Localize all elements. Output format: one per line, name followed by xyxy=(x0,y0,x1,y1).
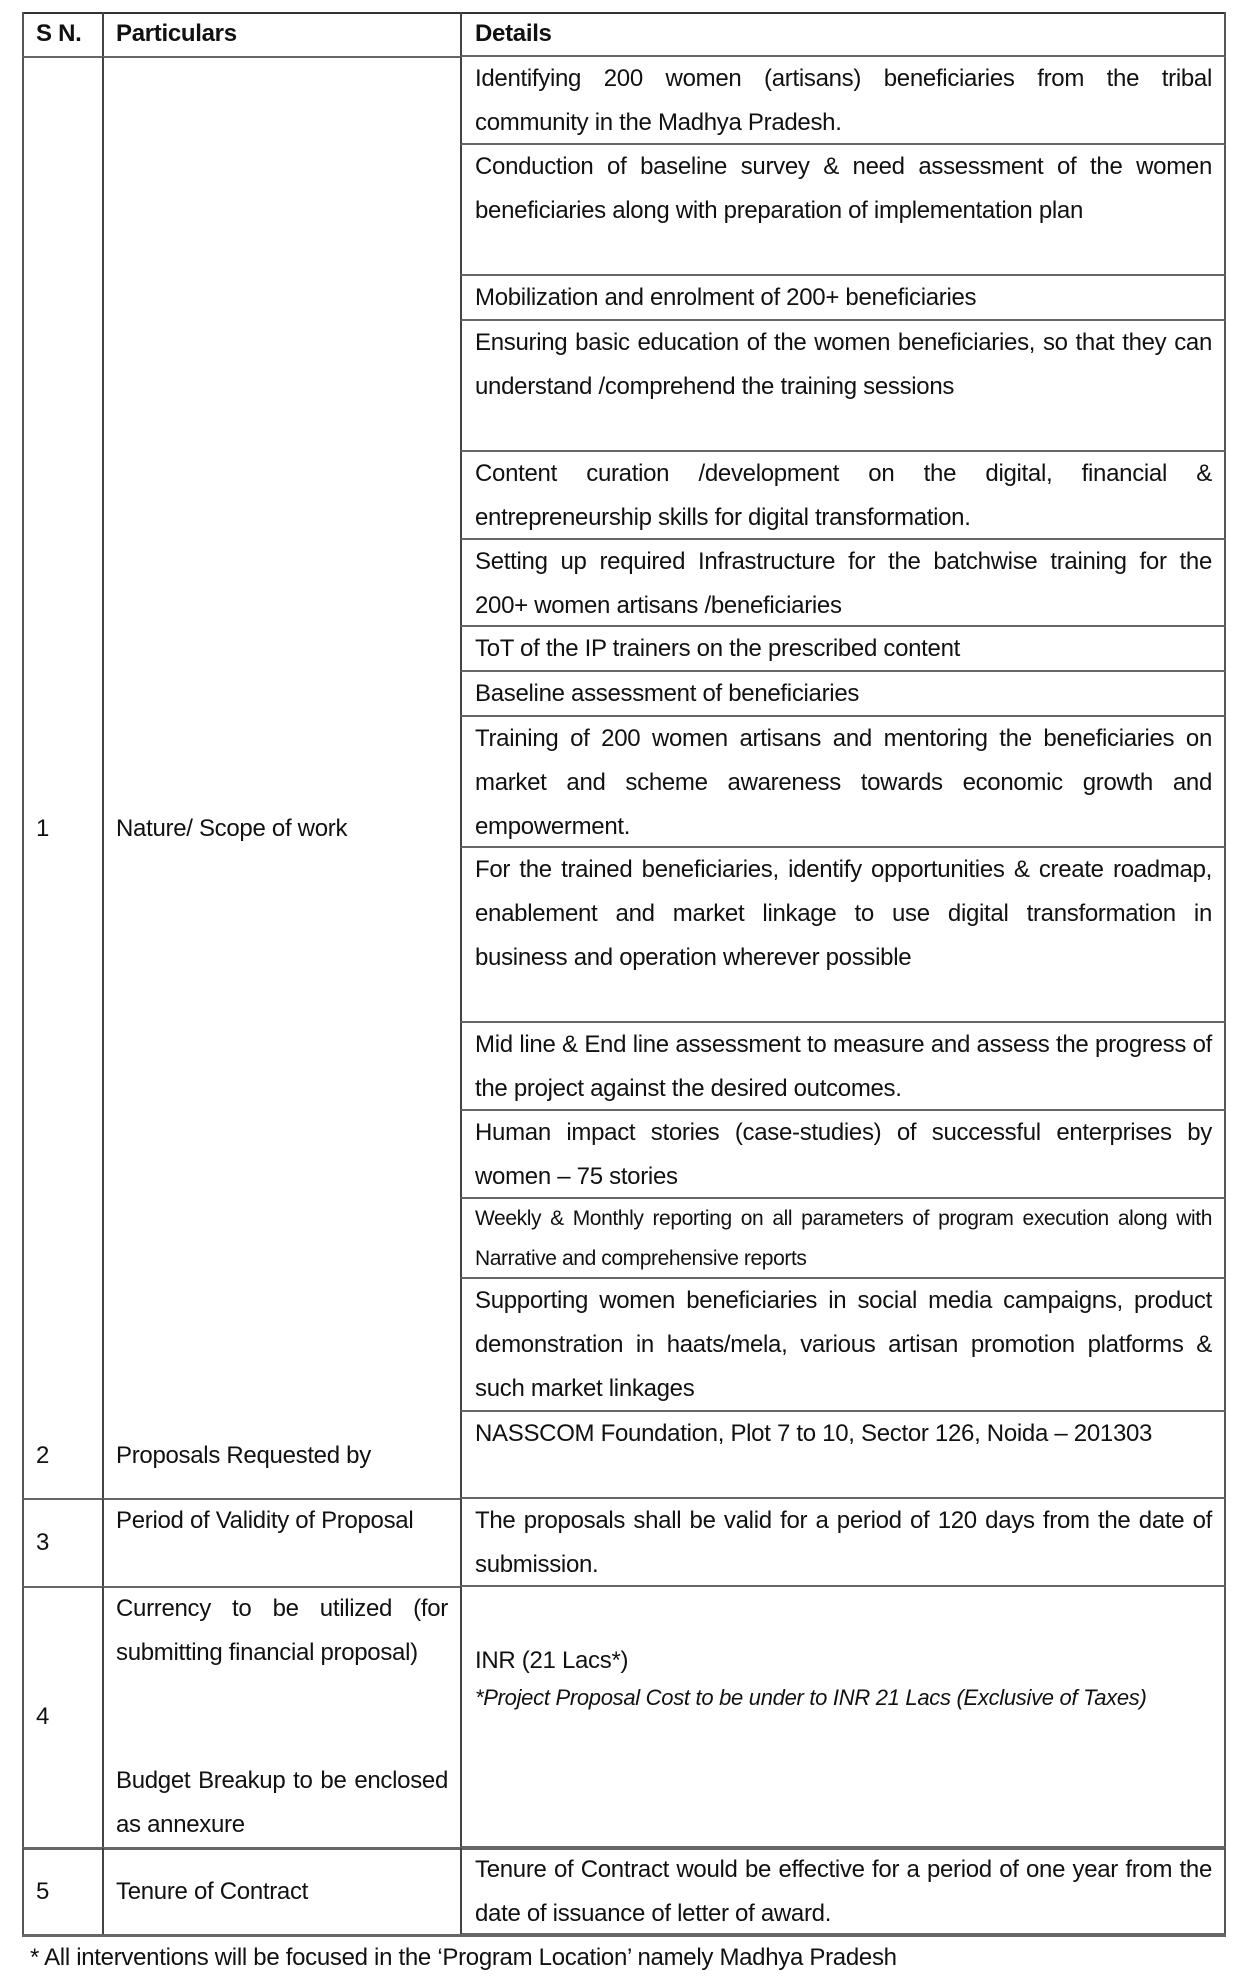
header-details-cell xyxy=(460,12,1226,57)
detail-item xyxy=(22,848,1226,1023)
table-bottom-border xyxy=(22,1934,1226,1937)
row-2-details: NASSCOM Foundation, Plot 7 to 10, Sector 126, Noida – 201303 xyxy=(475,1420,1153,1447)
table-header-row xyxy=(22,12,1226,57)
detail-item xyxy=(22,452,1226,540)
row-3-sn-cell xyxy=(22,1499,102,1587)
detail-text: For the trained beneficiaries, identify opportunities & create roadmap, enablement and market linkage to use digital transformation in business and operation wherever possible xyxy=(475,856,1212,971)
detail-item xyxy=(22,717,1226,848)
detail-item xyxy=(22,1023,1226,1111)
row-4-details-cell xyxy=(460,1587,1226,1848)
row-3-particular: Period of Validity of Proposal xyxy=(116,1507,414,1534)
row-2-sn: 2 xyxy=(36,1442,50,1469)
detail-text: Mobilization and enrolment of 200+ beneficiaries xyxy=(475,284,977,311)
row-4-particular: Currency to be utilized (for submitting financial proposal) xyxy=(116,1595,448,1666)
row-1-sn: 1 xyxy=(36,815,50,842)
detail-text: Weekly & Monthly reporting on all parameters of program execution along with Narrative and comprehensive reports xyxy=(475,1207,1212,1270)
row-5-sn-cell xyxy=(22,1848,102,1935)
row-5-particular-cell xyxy=(102,1848,460,1935)
detail-item xyxy=(22,672,1226,717)
row-2-particular-cell xyxy=(102,1412,460,1499)
footnote: * All interventions will be focused in the ‘Program Location’ namely Madhya Pradesh xyxy=(30,1944,897,1971)
detail-text: Identifying 200 women (artisans) beneficiaries from the tribal community in the Madhya Pradesh. xyxy=(475,65,1212,136)
detail-item xyxy=(22,321,1226,452)
row-4-details: INR (21 Lacs*) xyxy=(475,1647,629,1674)
row-5-details-cell xyxy=(460,1848,1226,1935)
header-sn: S N. xyxy=(36,20,82,47)
detail-text: Setting up required Infrastructure for the batchwise training for the 200+ women artisans /beneficiaries xyxy=(475,548,1212,619)
detail-text: Mid line & End line assessment to measure and assess the progress of the project against the desired outcomes. xyxy=(475,1031,1212,1102)
row-3-sn: 3 xyxy=(36,1529,50,1556)
row-2-particular: Proposals Requested by xyxy=(116,1442,371,1469)
detail-text: Human impact stories (case-studies) of successful enterprises by women – 75 stories xyxy=(475,1119,1212,1190)
table-row-4 xyxy=(22,1587,1226,1848)
row-3-details-cell xyxy=(460,1499,1226,1587)
header-particulars-cell xyxy=(102,12,460,57)
row-3-particular-cell xyxy=(102,1499,460,1587)
detail-item xyxy=(22,57,1226,145)
row-4-sn-cell xyxy=(22,1587,102,1848)
row-4-particular-2: Budget Breakup to be enclosed as annexure xyxy=(116,1767,448,1838)
detail-item xyxy=(22,627,1226,672)
row-1-particular: Nature/ Scope of work xyxy=(116,815,348,842)
row-5-particular: Tenure of Contract xyxy=(116,1878,309,1905)
row-4-particular-cell xyxy=(102,1587,460,1848)
row-2-sn-cell xyxy=(22,1412,102,1499)
header-sn-cell xyxy=(22,12,102,57)
row-4-details-note: *Project Proposal Cost to be under to INR 21 Lacs (Exclusive of Taxes) xyxy=(475,1685,1147,1710)
header-particulars: Particulars xyxy=(116,20,237,47)
table-row-3 xyxy=(22,1499,1226,1587)
detail-text: Content curation /development on the digital, financial & entrepreneurship skills for digital transformation. xyxy=(475,460,1212,531)
header-details: Details xyxy=(475,20,552,47)
detail-text: Supporting women beneficiaries in social media campaigns, product demonstration in haats/mela, various artisan promotion platforms & such market linkages xyxy=(475,1287,1212,1402)
detail-text: Ensuring basic education of the women beneficiaries, so that they can understand /comprehend the training sessions xyxy=(475,329,1212,400)
detail-item xyxy=(22,145,1226,276)
row-5-sn: 5 xyxy=(36,1878,50,1905)
detail-text: Training of 200 women artisans and mentoring the beneficiaries on market and scheme awareness towards economic growth and empowerment. xyxy=(475,725,1212,840)
detail-text: Baseline assessment of beneficiaries xyxy=(475,680,860,707)
table-row-5 xyxy=(22,1848,1226,1935)
detail-item xyxy=(22,1111,1226,1199)
detail-item xyxy=(22,1199,1226,1279)
detail-text: ToT of the IP trainers on the prescribed content xyxy=(475,635,961,662)
row-5-details: Tenure of Contract would be effective for a period of one year from the date of issuance of letter of award. xyxy=(475,1856,1212,1927)
detail-item xyxy=(22,1279,1226,1412)
detail-item xyxy=(22,540,1226,627)
detail-item xyxy=(22,276,1226,321)
row-4-sn: 4 xyxy=(36,1703,50,1730)
table-row-2 xyxy=(22,1412,1226,1499)
row-2-details-cell xyxy=(460,1412,1226,1499)
row-3-details: The proposals shall be valid for a period of 120 days from the date of submission. xyxy=(475,1507,1212,1578)
detail-text: Conduction of baseline survey & need assessment of the women beneficiaries along with preparation of implementation plan xyxy=(475,153,1212,224)
